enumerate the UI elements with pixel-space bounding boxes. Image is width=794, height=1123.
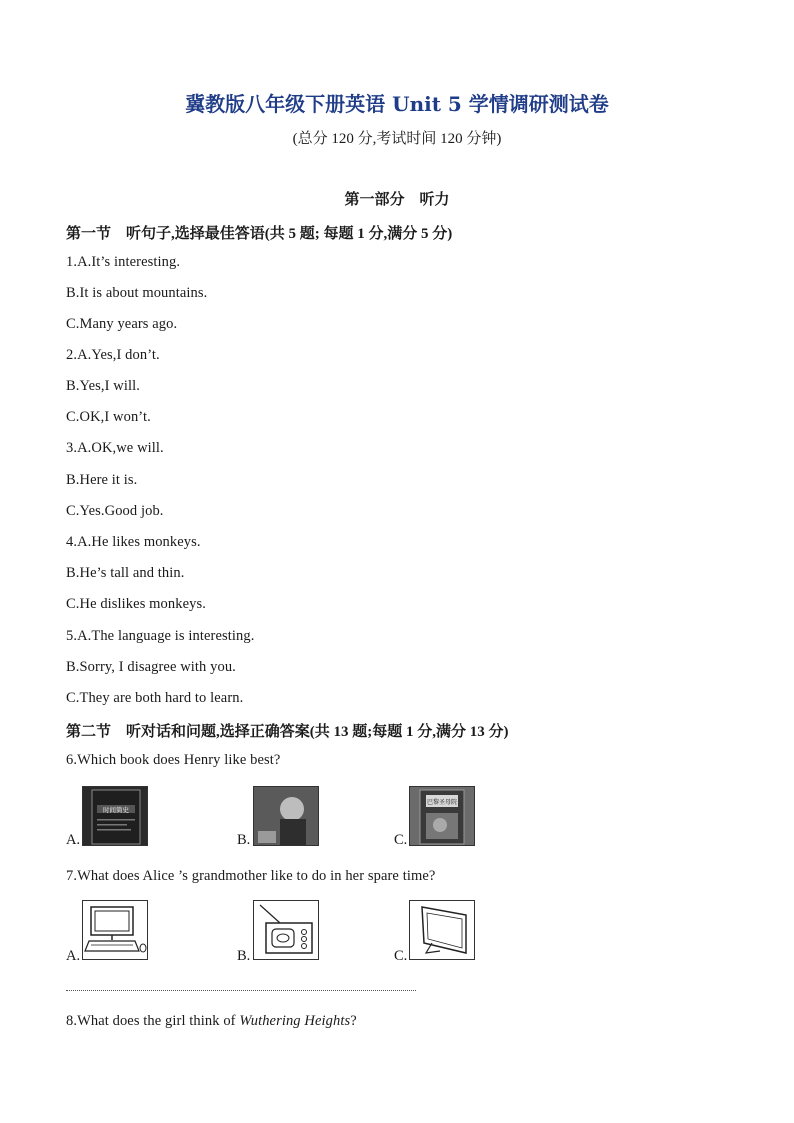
answer-line: 3.A.OK,we will. xyxy=(66,440,164,456)
answer-line: C.They are both hard to learn. xyxy=(66,690,244,706)
answer-line: B.It is about mountains. xyxy=(66,285,208,301)
option-b-label: B. xyxy=(237,948,251,964)
option-b-label: B. xyxy=(237,832,251,848)
answer-line: 2.A.Yes,I don’t. xyxy=(66,347,160,363)
answer-line: 1.A.It’s interesting. xyxy=(66,254,181,270)
option-c-label: C. xyxy=(394,832,408,848)
question-8-prefix: 8.What does the girl think of xyxy=(66,1013,240,1029)
answer-line: C.Many years ago. xyxy=(66,316,178,332)
answer-line: B.Sorry, I disagree with you. xyxy=(66,659,236,675)
exam-title: 冀教版八年级下册英语 Unit 5 学情调研测试卷 xyxy=(185,92,609,116)
question-7: 7.What does Alice ’s grandmother like to do in her spare time? xyxy=(66,868,436,884)
answer-line: B.Yes,I will. xyxy=(66,378,140,394)
option-c-label: C. xyxy=(394,948,408,964)
answer-line: B.Here it is. xyxy=(66,472,138,488)
answer-line: C.He dislikes monkeys. xyxy=(66,596,206,612)
question-6: 6.Which book does Henry like best? xyxy=(66,752,281,768)
question-8 xyxy=(66,1013,357,1030)
option-a-label: A. xyxy=(66,948,81,964)
answer-line: 5.A.The language is interesting. xyxy=(66,628,255,644)
book-b-image xyxy=(253,786,319,846)
book-c-text: 巴黎圣母院 xyxy=(426,799,458,806)
book-c-image xyxy=(409,786,475,846)
divider xyxy=(66,990,416,991)
section2-heading: 第二节 听对话和问题,选择正确答案(共 13 题;每题 1 分,满分 13 分) xyxy=(66,724,509,740)
part-one-heading: 第一部分 听力 xyxy=(344,192,450,208)
answer-line: C.Yes.Good job. xyxy=(66,503,164,519)
book-a-image xyxy=(82,786,148,846)
book-a-text: 时间简史 xyxy=(103,806,129,814)
question-8-suffix: ? xyxy=(350,1013,357,1029)
answer-line: 4.A.He likes monkeys. xyxy=(66,534,201,550)
option-a-label: A. xyxy=(66,832,81,848)
radio-image xyxy=(253,900,319,960)
computer-image xyxy=(82,900,148,960)
exam-subtitle: (总分 120 分,考试时间 120 分钟) xyxy=(292,131,502,147)
answer-line: C.OK,I won’t. xyxy=(66,409,151,425)
book-title: Wuthering Heights xyxy=(239,1013,351,1029)
section1-heading: 第一节 听句子,选择最佳答语(共 5 题; 每题 1 分,满分 5 分) xyxy=(66,226,453,242)
tv-image xyxy=(409,900,475,960)
answer-line: B.He’s tall and thin. xyxy=(66,565,185,581)
